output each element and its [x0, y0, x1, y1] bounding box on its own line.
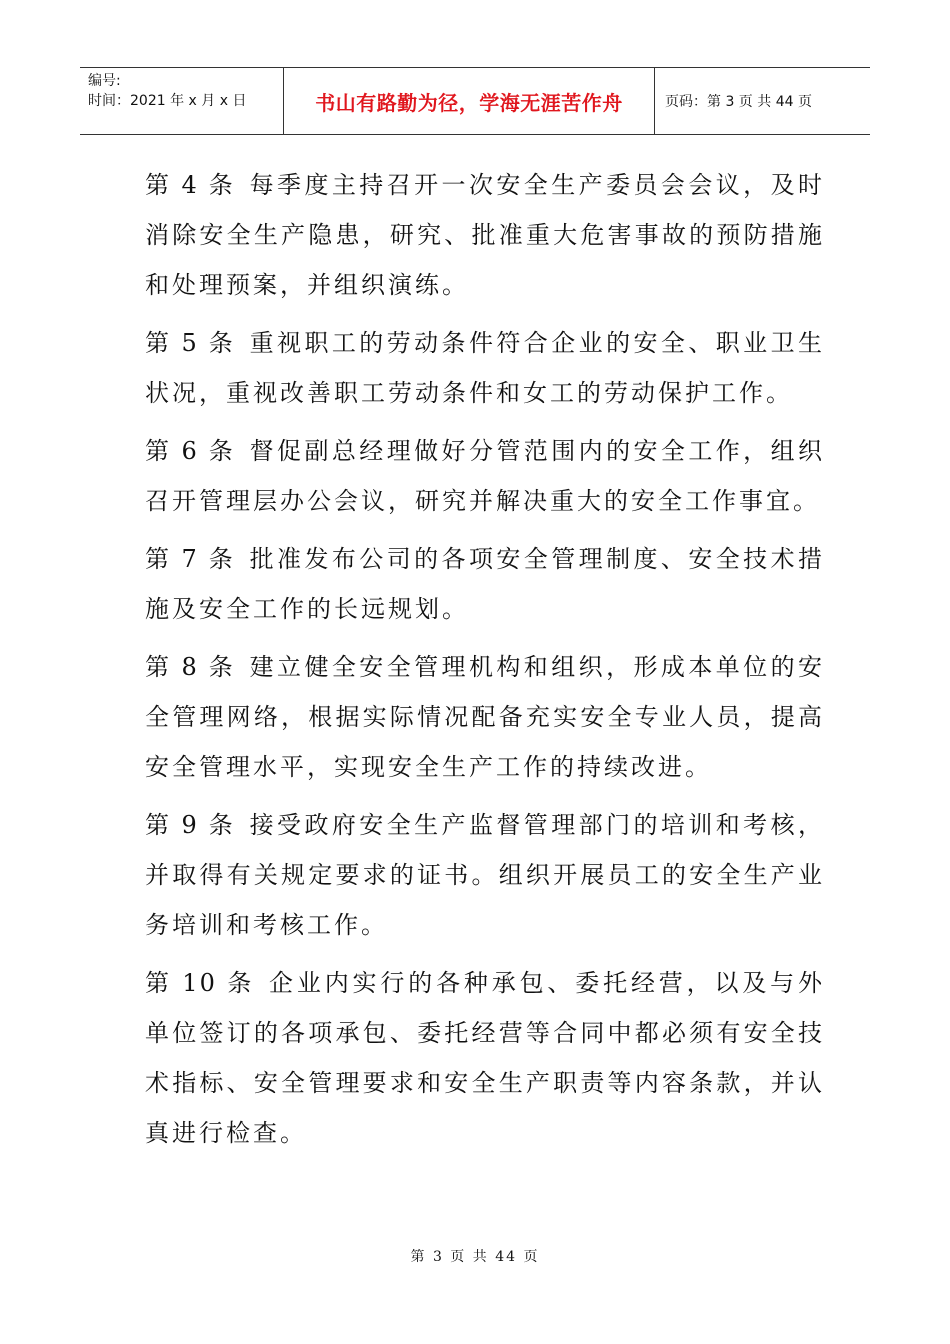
page-footer: 第 3 页 共 44 页 [410, 1249, 540, 1265]
article-number: 第 8 条 [145, 653, 236, 681]
article-text: 批准发布公司的各项安全管理制度、安全技术措施及安全工作的长远规划。 [145, 545, 825, 623]
article-number: 第 9 条 [145, 811, 236, 839]
header-page-cell [655, 68, 870, 134]
motto-text: 书山有路勤为径，学海无涯苦作舟 [315, 90, 623, 115]
article-5 [145, 318, 825, 418]
article-text: 接受政府安全生产监督管理部门的培训和考核，并取得有关规定要求的证书。组织开展员工的安全生产业务培训和考核工作。 [145, 811, 825, 939]
article-text: 重视职工的劳动条件符合企业的安全、职业卫生状况，重视改善职工劳动条件和女工的劳动保护工作。 [145, 329, 825, 407]
article-number: 第 7 条 [145, 545, 236, 573]
article-number: 第 5 条 [145, 329, 236, 357]
date-label: 时间：2021 年 x 月 x 日 [88, 93, 247, 109]
article-6 [145, 426, 825, 526]
document-body [145, 160, 825, 1166]
article-number: 第 10 条 [145, 969, 255, 997]
article-number: 第 4 条 [145, 171, 236, 199]
header-page-info: 页码：第 3 页 共 44 页 [665, 94, 812, 110]
article-text: 企业内实行的各种承包、委托经营，以及与外单位签订的各项承包、委托经营等合同中都必须有安全技术指标、安全管理要求和安全生产职责等内容条款，并认真进行检查。 [145, 969, 826, 1147]
article-text: 督促副总经理做好分管范围内的安全工作，组织召开管理层办公会议，研究并解决重大的安全工作事宜。 [145, 437, 825, 515]
article-8 [145, 642, 825, 792]
page-header [80, 67, 870, 135]
article-4 [145, 160, 825, 310]
article-9 [145, 800, 825, 950]
serial-label: 编号: [88, 73, 121, 89]
article-10 [145, 958, 825, 1158]
article-7 [145, 534, 825, 634]
header-meta [80, 68, 283, 134]
article-text: 建立健全安全管理机构和组织，形成本单位的安全管理网络，根据实际情况配备充实安全专业人员，提高安全管理水平，实现安全生产工作的持续改进。 [145, 653, 825, 781]
header-motto-cell [283, 68, 655, 134]
article-number: 第 6 条 [145, 437, 236, 465]
article-text: 每季度主持召开一次安全生产委员会会议，及时消除安全生产隐患，研究、批准重大危害事故的预防措施和处理预案，并组织演练。 [145, 171, 825, 299]
